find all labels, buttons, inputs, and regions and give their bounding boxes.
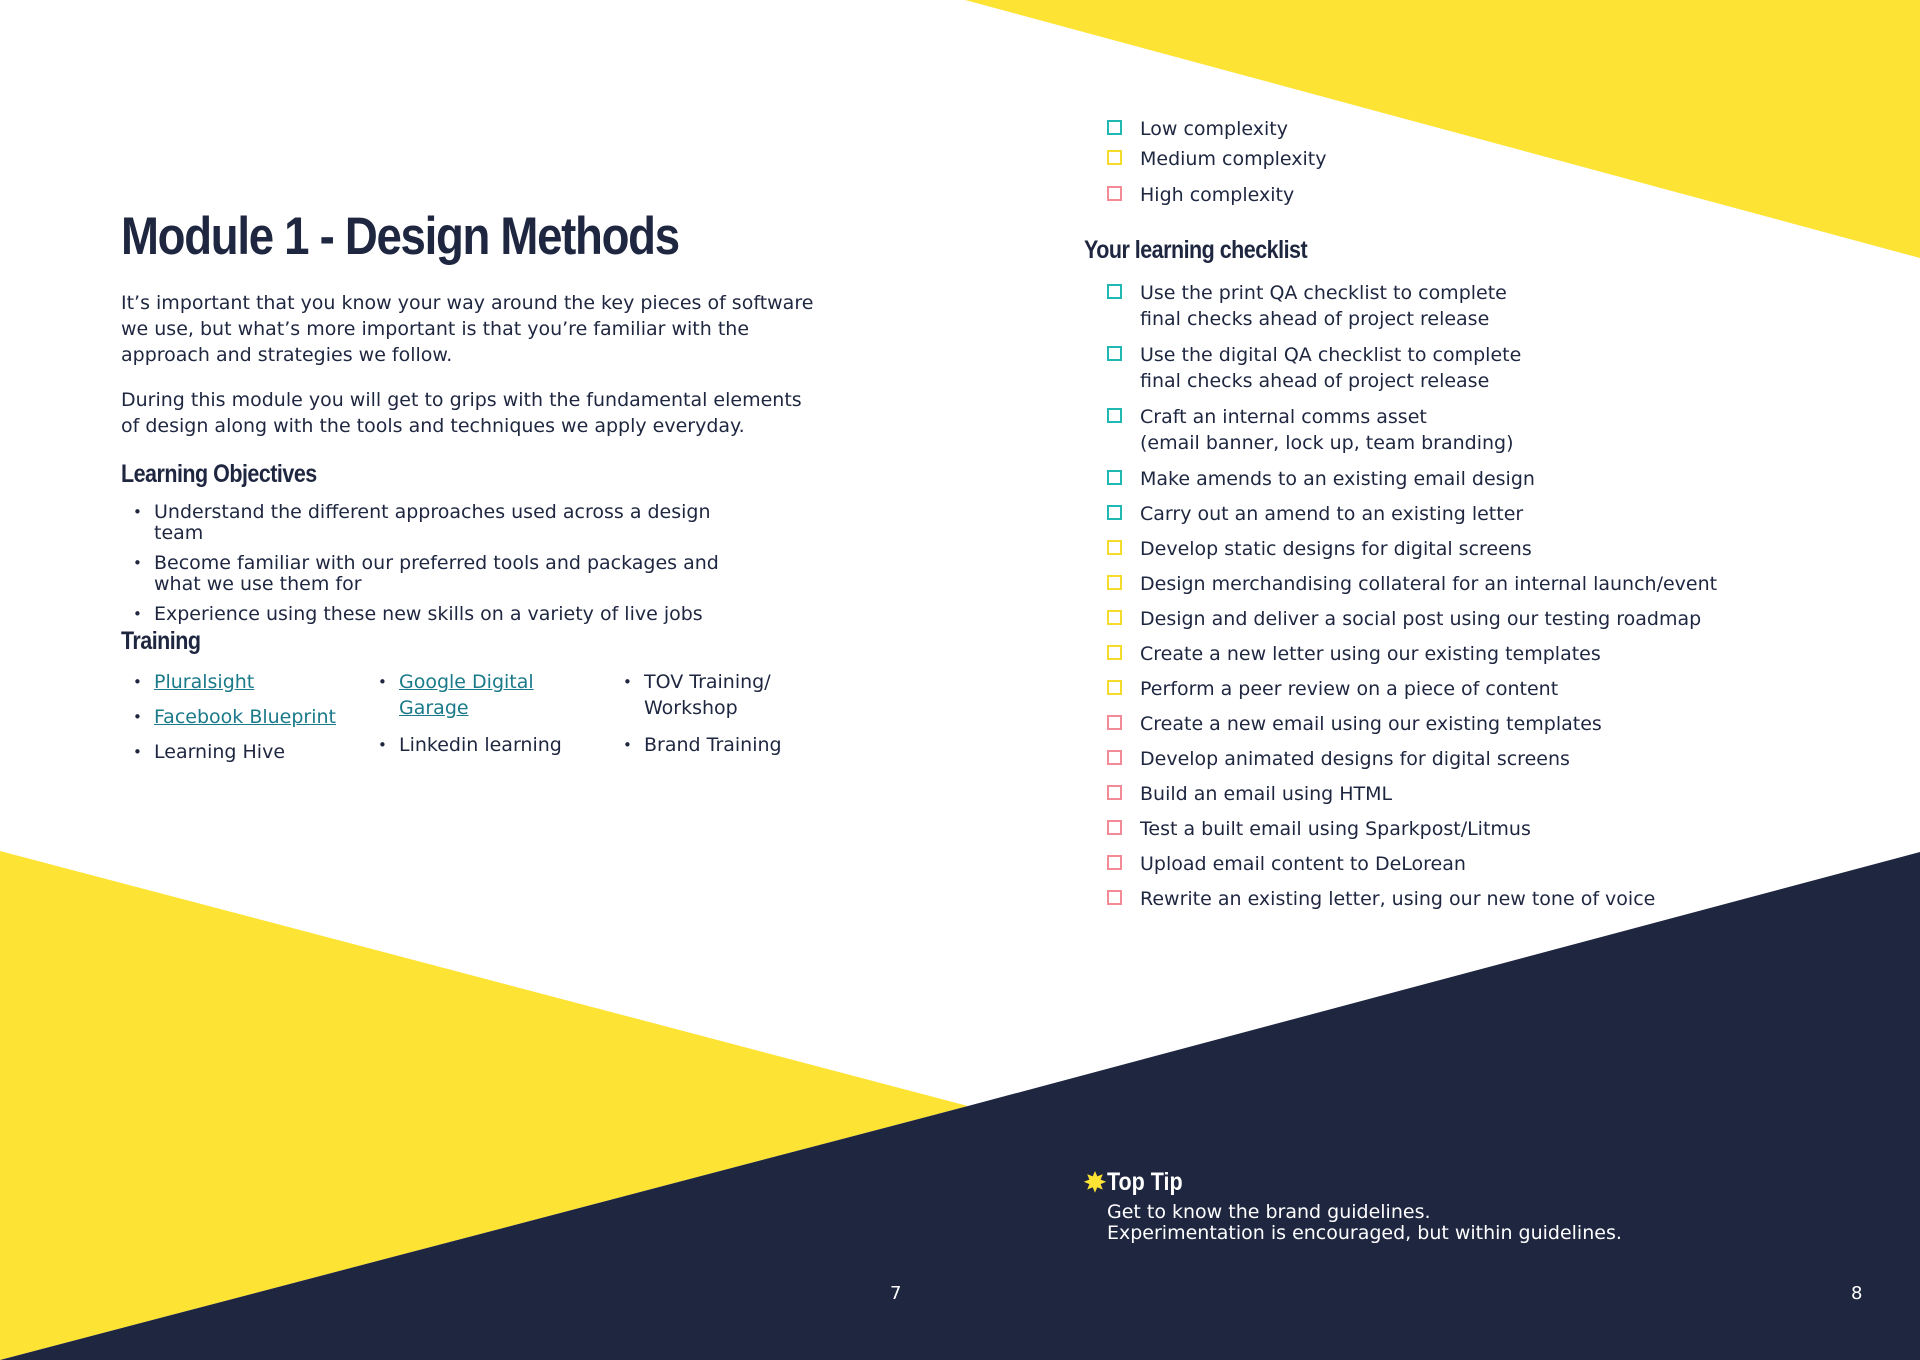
checkbox-medium-icon[interactable] <box>1107 575 1122 590</box>
training-heading: Training <box>121 627 201 655</box>
training-item-pluralsight <box>121 672 351 693</box>
checkbox-low-icon[interactable] <box>1107 470 1122 485</box>
pluralsight-link[interactable]: Pluralsight <box>154 671 255 693</box>
legend-high <box>1084 182 1584 208</box>
objective-item: • Experience using these new skills on a variety of live jobs <box>121 604 761 625</box>
legend-label: Low complexity <box>1140 118 1288 140</box>
checkbox-low-icon <box>1107 120 1122 135</box>
checklist-item[interactable]: Develop animated designs for digital screens <box>1084 746 1844 772</box>
page-title: Module 1 - Design Methods <box>121 207 679 266</box>
checklist-item[interactable]: Design and deliver a social post using our testing roadmap <box>1084 606 1844 632</box>
checkbox-medium-icon[interactable] <box>1107 540 1122 555</box>
checkbox-high-icon[interactable] <box>1107 855 1122 870</box>
learning-checklist <box>1084 280 1844 912</box>
checklist-item[interactable]: Carry out an amend to an existing letter <box>1084 501 1844 527</box>
checklist-item[interactable]: Develop static designs for digital screens <box>1084 536 1844 562</box>
checkbox-medium-icon[interactable] <box>1107 680 1122 695</box>
checkbox-low-icon[interactable] <box>1107 408 1122 423</box>
starburst-icon <box>1083 1171 1107 1195</box>
checkbox-high-icon[interactable] <box>1107 820 1122 835</box>
checklist-item[interactable]: Test a built email using Sparkpost/Litmus <box>1084 816 1844 842</box>
top-tip-title: Top Tip <box>1107 1168 1183 1196</box>
checklist-item[interactable]: Build an email using HTML <box>1084 781 1844 807</box>
training-item-learning-hive: • Learning Hive <box>121 742 351 763</box>
checkbox-high-icon[interactable] <box>1107 785 1122 800</box>
training-item-facebook-blueprint <box>121 707 351 728</box>
checkbox-high-icon[interactable] <box>1107 750 1122 765</box>
training-column-1 <box>121 672 351 763</box>
intro-paragraph-1: It’s important that you know your way around the key pieces of software we use, but what’s more important is that you’re familiar with the approach and strategies we follow. <box>121 292 814 366</box>
training-item-google-digital-garage <box>366 669 559 721</box>
objectives-list <box>121 502 761 625</box>
checklist-item[interactable]: Upload email content to DeLorean <box>1084 851 1844 877</box>
checklist-item[interactable]: Create a new letter using our existing templates <box>1084 641 1844 667</box>
page-number-left: 7 <box>890 1283 902 1304</box>
checklist-item[interactable]: Perform a peer review on a piece of content <box>1084 676 1844 702</box>
checkbox-high-icon[interactable] <box>1107 890 1122 905</box>
checkbox-medium-icon <box>1107 150 1122 165</box>
checkbox-high-icon <box>1107 186 1122 201</box>
checklist-item[interactable]: Rewrite an existing letter, using our new tone of voice <box>1084 886 1844 912</box>
learning-objectives-heading: Learning Objectives <box>121 460 317 488</box>
objective-item: • Become familiar with our preferred tools and packages and what we use them for <box>121 553 754 595</box>
checklist-item[interactable]: Use the print QA checklist to complete final checks ahead of project release <box>1084 280 1844 332</box>
top-tip-text <box>1107 1202 1622 1244</box>
intro-paragraph-2: During this module you will get to grips with the fundamental elements of design along with the tools and techniques we apply everyday. <box>121 389 802 437</box>
legend-label: High complexity <box>1140 184 1295 206</box>
learning-checklist-heading: Your learning checklist <box>1084 236 1308 264</box>
objective-item: • Understand the different approaches used across a design team <box>121 502 761 544</box>
complexity-legend <box>1084 116 1584 208</box>
legend-low <box>1084 116 1584 142</box>
top-tip-line: Get to know the brand guidelines. <box>1107 1201 1431 1223</box>
facebook-blueprint-link[interactable]: Facebook Blueprint <box>154 706 337 728</box>
checklist-item[interactable]: Craft an internal comms asset (email banner, lock up, team branding) <box>1084 404 1844 456</box>
training-item-tov: • TOV Training/ Workshop <box>611 669 794 721</box>
checkbox-low-icon[interactable] <box>1107 505 1122 520</box>
checkbox-low-icon[interactable] <box>1107 346 1122 361</box>
page-number-right: 8 <box>1851 1283 1863 1304</box>
checkbox-medium-icon[interactable] <box>1107 610 1122 625</box>
top-tip-line: Experimentation is encouraged, but within guidelines. <box>1107 1222 1622 1244</box>
checklist-item[interactable]: Create a new email using our existing templates <box>1084 711 1844 737</box>
training-column-2 <box>366 672 586 756</box>
checklist-item[interactable]: Design merchandising collateral for an internal launch/event <box>1084 571 1844 597</box>
checkbox-low-icon[interactable] <box>1107 284 1122 299</box>
google-digital-garage-link[interactable]: Google Digital Garage <box>399 671 534 719</box>
training-column-3 <box>611 669 811 756</box>
checkbox-medium-icon[interactable] <box>1107 645 1122 660</box>
checkbox-high-icon[interactable] <box>1107 715 1122 730</box>
training-item-brand-training: • Brand Training <box>611 735 811 756</box>
legend-label: Medium complexity <box>1140 148 1327 170</box>
training-item-linkedin-learning: • Linkedin learning <box>366 735 586 756</box>
legend-medium <box>1084 146 1584 172</box>
checklist-item[interactable]: Make amends to an existing email design <box>1084 466 1844 492</box>
checklist-item[interactable]: Use the digital QA checklist to complete final checks ahead of project release <box>1084 342 1844 394</box>
